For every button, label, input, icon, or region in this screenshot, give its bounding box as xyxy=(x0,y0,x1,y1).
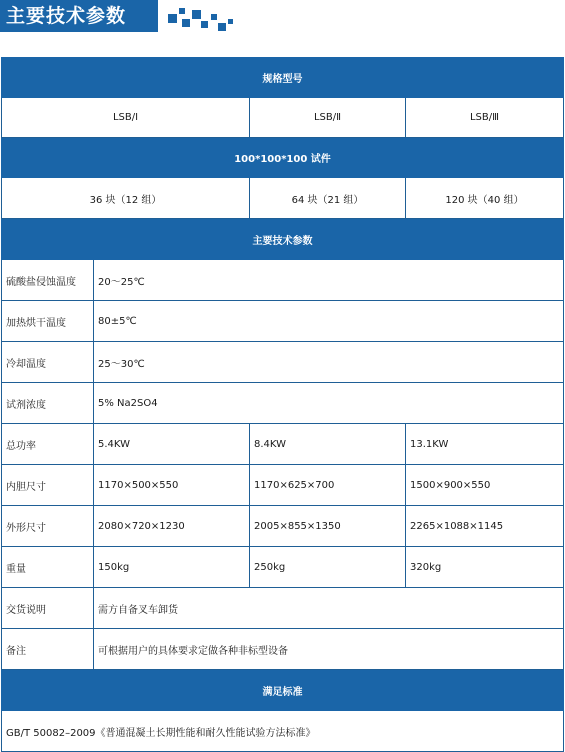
row-value: 8.4KW xyxy=(250,424,406,465)
row-label: 冷却温度 xyxy=(2,342,94,383)
row-value: 250kg xyxy=(250,547,406,588)
table-row xyxy=(2,629,564,670)
standard-row xyxy=(2,711,564,752)
table-row xyxy=(2,301,564,342)
params-header: 主要技术参数 xyxy=(2,219,564,260)
row-value: 25～30℃ xyxy=(94,342,564,383)
table-row xyxy=(2,588,564,629)
page-title: 主要技术参数 xyxy=(0,0,158,32)
table-row xyxy=(2,260,564,301)
row-label: 备注 xyxy=(2,629,94,670)
row-value: 5% Na2SO4 xyxy=(94,383,564,424)
row-value: 1170×500×550 xyxy=(94,465,250,506)
row-value: 2265×1088×1145 xyxy=(406,506,564,547)
standard-header-row xyxy=(2,670,564,711)
model-header: 规格型号 xyxy=(2,58,564,98)
row-value: 需方自备叉车卸货 xyxy=(94,588,564,629)
params-header-row xyxy=(2,219,564,260)
row-value: 80±5℃ xyxy=(94,301,564,342)
row-label: 试剂浓度 xyxy=(2,383,94,424)
capacity-row xyxy=(2,178,564,219)
row-label: 交货说明 xyxy=(2,588,94,629)
specimen-header-row xyxy=(2,138,564,178)
row-label: 外形尺寸 xyxy=(2,506,94,547)
standard-header: 满足标准 xyxy=(2,670,564,711)
model-row xyxy=(2,98,564,138)
model-header-row xyxy=(2,58,564,98)
standard-text: GB/T 50082–2009《普通混凝土长期性能和耐久性能试验方法标准》 xyxy=(2,711,564,752)
row-value: 13.1KW xyxy=(406,424,564,465)
row-label: 硫酸盐侵蚀温度 xyxy=(2,260,94,301)
table-row xyxy=(2,547,564,588)
row-value: 2005×855×1350 xyxy=(250,506,406,547)
row-label: 总功率 xyxy=(2,424,94,465)
row-label: 内胆尺寸 xyxy=(2,465,94,506)
row-value: 2080×720×1230 xyxy=(94,506,250,547)
specimen-header: 100*100*100 试件 xyxy=(2,138,564,178)
row-value: 150kg xyxy=(94,547,250,588)
capacity-cell: 36 块（12 组） xyxy=(2,178,250,219)
row-value: 1500×900×550 xyxy=(406,465,564,506)
spec-table xyxy=(1,57,564,752)
table-row xyxy=(2,342,564,383)
decoration-squares-icon xyxy=(168,6,238,32)
row-value: 1170×625×700 xyxy=(250,465,406,506)
row-label: 加热烘干温度 xyxy=(2,301,94,342)
model-cell: LSB/Ⅰ xyxy=(2,98,250,138)
table-row xyxy=(2,465,564,506)
capacity-cell: 64 块（21 组） xyxy=(250,178,406,219)
table-row xyxy=(2,506,564,547)
row-value: 可根据用户的具体要求定做各种非标型设备 xyxy=(94,629,564,670)
model-cell: LSB/Ⅲ xyxy=(406,98,564,138)
table-row xyxy=(2,383,564,424)
table-row xyxy=(2,424,564,465)
capacity-cell: 120 块（40 组） xyxy=(406,178,564,219)
row-value: 20～25℃ xyxy=(94,260,564,301)
model-cell: LSB/Ⅱ xyxy=(250,98,406,138)
row-value: 320kg xyxy=(406,547,564,588)
row-value: 5.4KW xyxy=(94,424,250,465)
row-label: 重量 xyxy=(2,547,94,588)
